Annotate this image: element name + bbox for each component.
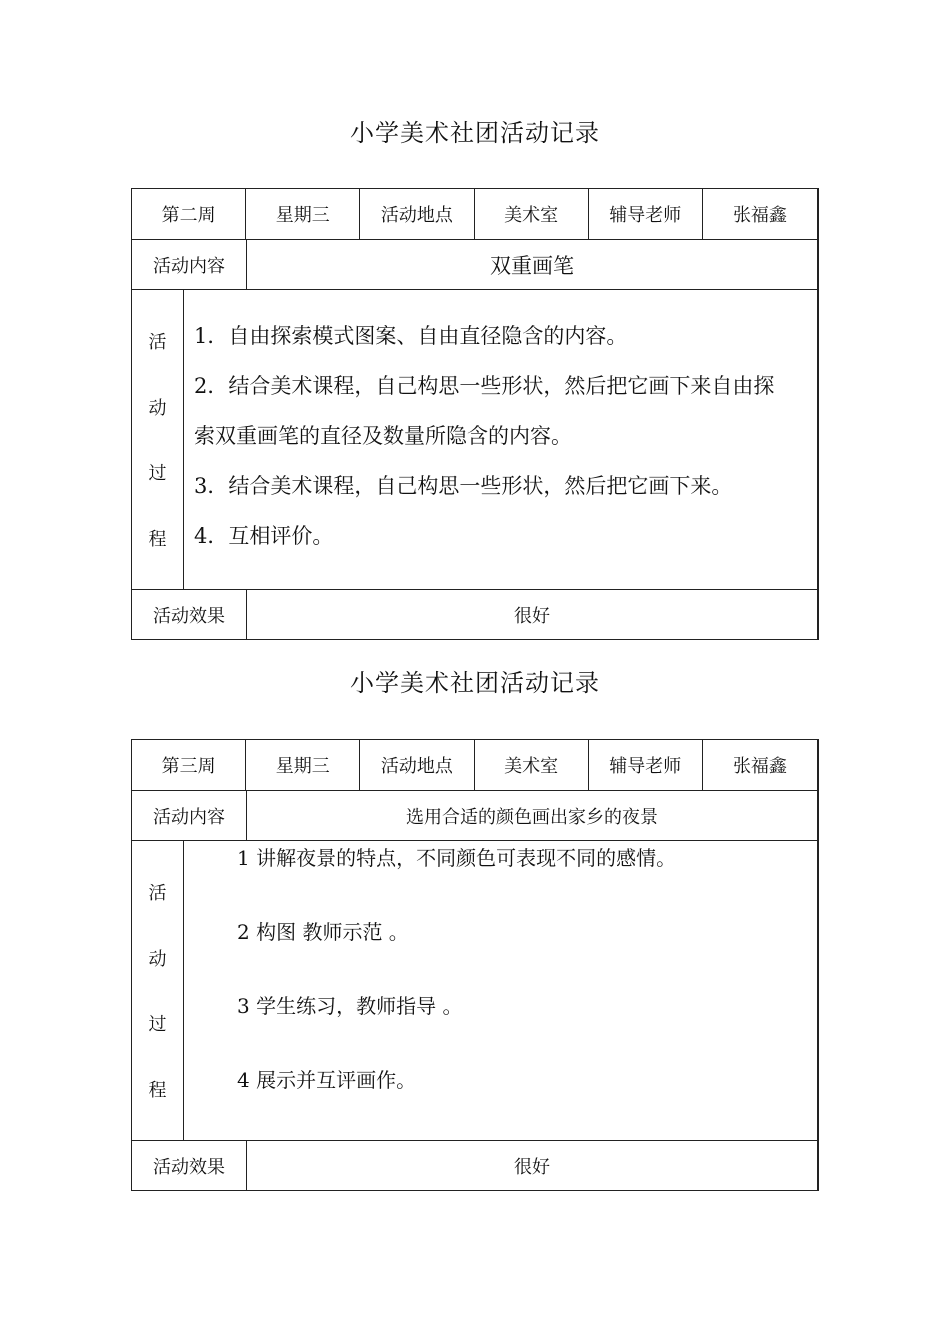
effect-label-cell: 活动效果 [132, 1141, 247, 1190]
process-line: 1．自由探索模式图案、自由直径隐含的内容。 [194, 324, 628, 348]
process-line: 2．结合美术课程，自己构思一些形状，然后把它画下来自由探 [194, 374, 775, 398]
weekday-cell: 星期三 [246, 740, 360, 790]
record-title: 小学美术社团活动记录 [350, 669, 600, 697]
process-line: 3．结合美术课程，自己构思一些形状，然后把它画下来。 [194, 474, 733, 498]
process-row [132, 290, 817, 590]
effect-value-cell: 很好 [514, 605, 550, 627]
process-label-char: 过 [148, 463, 167, 485]
process-label-char: 动 [148, 948, 167, 970]
teacher-label-cell: 辅导老师 [589, 740, 703, 790]
process-label-char: 程 [148, 1080, 167, 1102]
teacher-label-cell: 辅导老师 [589, 189, 703, 239]
process-body-cell [184, 290, 817, 589]
process-body-cell [184, 841, 817, 1140]
process-line: 3 学生练习，教师指导 。 [237, 994, 463, 1018]
content-row [132, 791, 817, 841]
header-row [132, 740, 817, 791]
process-label-char: 程 [148, 529, 167, 551]
process-label-cell [132, 290, 184, 589]
header-row [132, 189, 817, 240]
content-label-cell: 活动内容 [132, 791, 247, 840]
process-row [132, 841, 817, 1141]
content-row [132, 240, 817, 290]
week-cell: 第二周 [132, 189, 246, 239]
process-label-char: 过 [148, 1014, 167, 1036]
effect-row [132, 590, 817, 639]
record-title: 小学美术社团活动记录 [350, 119, 600, 147]
effect-row [132, 1141, 817, 1190]
activity-record-table [131, 739, 819, 1191]
activity-record-table [131, 188, 819, 640]
content-label-cell: 活动内容 [132, 240, 247, 289]
process-label-char: 动 [148, 397, 167, 419]
content-value-cell: 选用合适的颜色画出家乡的夜景 [406, 806, 658, 828]
process-line: 索双重画笔的直径及数量所隐含的内容。 [194, 424, 572, 448]
process-line: 1 讲解夜景的特点，不同颜色可表现不同的感情。 [237, 846, 677, 870]
weekday-cell: 星期三 [246, 189, 360, 239]
location-label-cell: 活动地点 [360, 740, 474, 790]
process-label-char: 活 [148, 882, 167, 904]
teacher-value-cell: 张福鑫 [732, 756, 787, 777]
content-value-cell: 双重画笔 [490, 253, 574, 278]
teacher-value-cell: 张福鑫 [732, 205, 787, 226]
week-cell: 第三周 [132, 740, 246, 790]
process-line: 4．互相评价。 [194, 524, 334, 548]
location-value-cell: 美术室 [475, 740, 589, 790]
location-value-cell: 美术室 [475, 189, 589, 239]
effect-label-cell: 活动效果 [132, 590, 247, 639]
process-line: 2 构图 教师示范 。 [237, 920, 409, 944]
process-label-cell [132, 841, 184, 1140]
effect-value-cell: 很好 [514, 1156, 550, 1178]
process-line: 4 展示并互评画作。 [237, 1068, 417, 1092]
process-label-char: 活 [148, 331, 167, 353]
location-label-cell: 活动地点 [360, 189, 474, 239]
